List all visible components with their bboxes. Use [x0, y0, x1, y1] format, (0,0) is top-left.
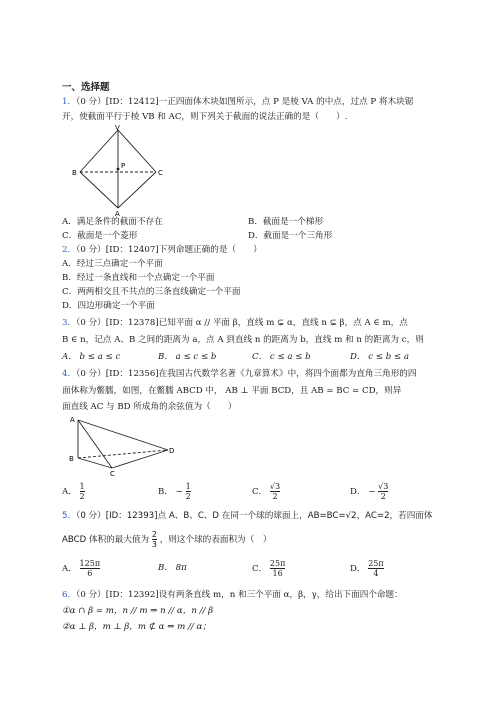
q4-option-c [252, 482, 342, 501]
q5-option-d [350, 559, 440, 578]
fig4-label-c: C [110, 470, 115, 476]
q1-line2: 开，使截面平行于棱 VB 和 AC，则下列关于截面的说法正确的是（ ）. [62, 112, 348, 122]
q4-option-d-label: D． [350, 487, 366, 497]
q4-b-sign: − [175, 487, 183, 497]
q5-c-den: 16 [270, 568, 285, 578]
q2-option-a: A．经过三点确定一个平面 [62, 259, 163, 269]
q1-option-b: B．截面是一个梯形 [248, 217, 324, 227]
fig1-label-b: B [72, 169, 77, 177]
q5-number: 5． [62, 511, 77, 521]
q5-option-c [252, 559, 342, 578]
q1-number: 1． [62, 97, 77, 107]
q4-b-num: 1 [185, 482, 191, 491]
q1-option-a: A．满足条件的截面不存在 [62, 217, 163, 227]
fig4-label-a: A [70, 416, 75, 424]
q4-d-den: 2 [378, 491, 388, 501]
q5-d-den: 4 [368, 568, 383, 578]
q4-line3: 面直线 AC 与 BD 所成角的余弦值为（ ） [62, 402, 237, 412]
q6-item-2: ②α ⊥ β，m ⊥ β，m ⊄ α ⇒ m // α； [62, 622, 211, 632]
q2-number: 2． [62, 245, 77, 255]
q5-c-num: 25π [269, 559, 286, 568]
q5-option-c-fraction [270, 559, 285, 578]
q5-volume-fraction [152, 530, 157, 549]
q5-option-d-fraction [368, 559, 383, 578]
q4-text-1: （0 分）[ID：12356]在我国古代数学名著《九章算术》中，将四个面都为直角三角形的四 [76, 369, 417, 379]
fig1-label-p: P [121, 162, 126, 170]
q1-option-c: C．截面是一个菱形 [62, 231, 138, 241]
q5-vol-num: 2 [151, 530, 157, 539]
q2-option-d: D．四边形确定一个平面 [62, 301, 155, 311]
fig1-label-v: V [115, 124, 120, 132]
q2-option-c: C．两两相交且不共点的三条直线确定一个平面 [62, 287, 241, 297]
q4-option-c-fraction [270, 482, 280, 501]
fig4-label-b: B [69, 455, 74, 463]
q4-d-sign: − [368, 487, 376, 497]
q6-item-1: ①α ∩ β = m，n // m ⇒ n // α，n // β [62, 606, 214, 616]
q4-c-num: √3 [269, 482, 281, 491]
q4-option-d [350, 482, 440, 501]
q3-line2: B ∈ n，记点 A、B 之间的距离为 a，点 A 到直线 n 的距离为 b，直线 m 和 n 的距离为 c，则 [62, 335, 424, 345]
q4-bienao-figure [68, 414, 178, 476]
q5-text-1: （0 分）[ID：12393]点 A、B、C、D 在同一个球的球面上，AB=BC=√2，AC=2，若四面体 [76, 511, 433, 521]
q4-a-den: 2 [79, 492, 85, 501]
q5-option-d-label: D． [350, 564, 366, 574]
fig1-label-c: C [158, 169, 163, 177]
q4-c-den: 2 [270, 491, 280, 501]
q6-number: 6． [62, 590, 77, 600]
q1-line1 [62, 97, 496, 108]
q3-option-d: D． c ≤ b ≤ a [350, 352, 409, 362]
section-title: 一、选择题 [62, 82, 110, 93]
q3-text-1: （0 分）[ID：12378]已知平面 α // 平面 β，直线 m ⊊ α，直线 n ⊊ β，点 A ∈ m，点 [76, 318, 408, 328]
q5-option-c-label: C． [252, 564, 268, 574]
q5-a-den: 6 [80, 568, 101, 578]
q5-option-a-label: A． [62, 564, 77, 574]
q4-line2: 面体称为鳖臑，如图，在鳖臑 ABCD 中， AB ⊥ 平面 BCD，且 AB = BC = CD，则异 [62, 386, 402, 396]
q4-b-den: 2 [185, 492, 191, 501]
q5-option-a-fraction [80, 559, 101, 578]
q1-option-d: D．截面是一个三角形 [248, 231, 333, 241]
q2-stem: （0 分）[ID：12407]下列命题正确的是（ ） [76, 245, 262, 255]
q1-tetrahedron-figure [68, 124, 172, 216]
q4-option-b-fraction [186, 482, 191, 501]
q5-option-b: B． 8π [158, 563, 187, 573]
q2-option-b: B．经过一条直线和一个点确定一个平面 [62, 273, 215, 283]
q4-d-num: √3 [378, 482, 389, 491]
q3-option-b: B． a ≤ c ≤ b [158, 352, 217, 362]
q4-option-c-label: C． [252, 487, 268, 497]
q4-line1 [62, 369, 496, 380]
q4-number: 4． [62, 369, 77, 379]
q6-line1 [62, 590, 496, 601]
q3-line1 [62, 318, 496, 329]
q2-stem-line [62, 245, 496, 256]
q5-vol-den: 3 [151, 540, 157, 549]
fig4-label-d: D [169, 447, 175, 455]
q1-text-1: （0 分）[ID：12412]一正四面体木块如图所示，点 P 是棱 VA 的中点，过点 P 将木块锯 [76, 97, 414, 107]
q5-line2 [62, 528, 496, 552]
q4-option-d-fraction [378, 482, 388, 501]
q4-option-b [158, 482, 248, 501]
q6-text-1: （0 分）[ID：12392]设有两条直线 m，n 和三个平面 α，β，γ，给出下面四个命题： [76, 590, 403, 600]
q4-a-num: 1 [79, 482, 85, 491]
q4-option-a [62, 482, 152, 501]
fig1-label-a: A [115, 210, 120, 216]
q5-d-num: 25π [368, 559, 384, 568]
q4-option-a-fraction [80, 482, 85, 501]
q5-a-num: 125π [79, 559, 101, 568]
q5-text-2a: ABCD 体积的最大值为 [62, 535, 150, 545]
q4-option-a-label: A． [62, 487, 77, 497]
q5-line1 [62, 511, 496, 522]
q3-option-a: A． b ≤ a ≤ c [62, 352, 121, 362]
q3-number: 3． [62, 318, 77, 328]
q4-option-b-label: B． [158, 487, 173, 497]
q5-option-a [62, 559, 152, 578]
q3-option-c: C． c ≤ a ≤ b [252, 352, 311, 362]
q5-text-2b: ，则这个球的表面积为（ ） [159, 535, 272, 545]
